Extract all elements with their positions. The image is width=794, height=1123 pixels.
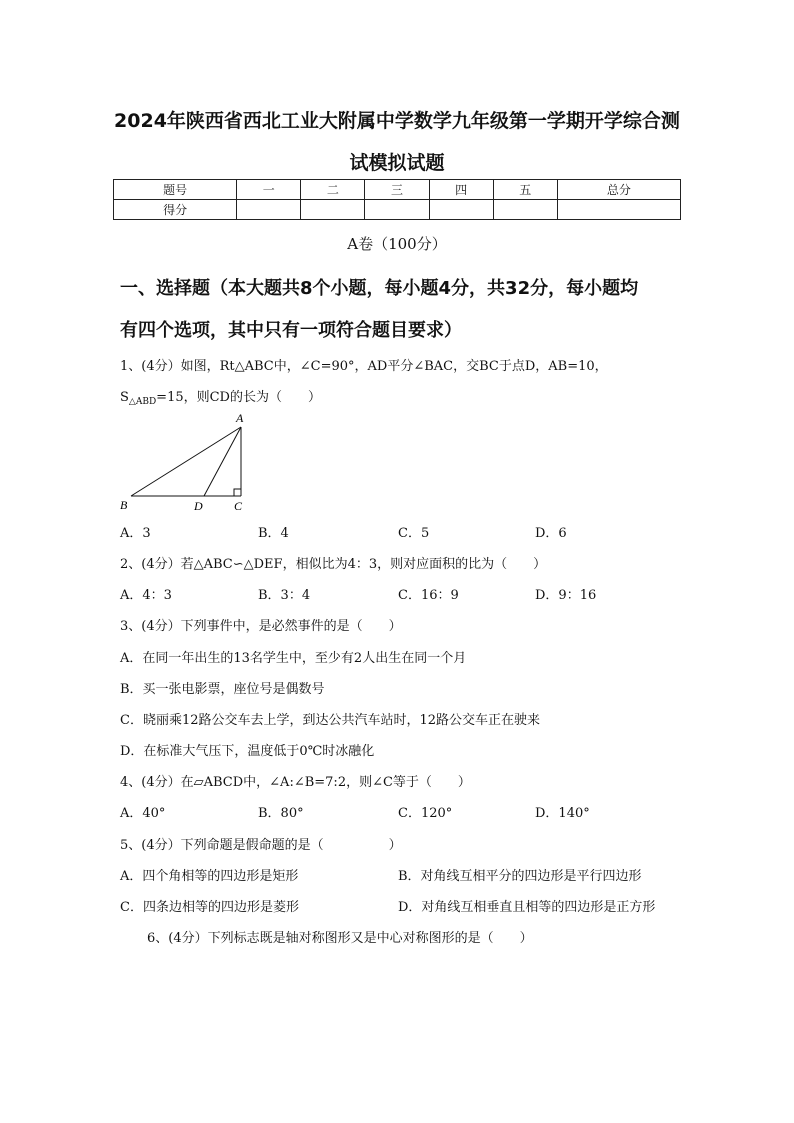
score-row-label: 得分 xyxy=(114,200,237,220)
q1-option-d[interactable]: D．6 xyxy=(535,526,567,541)
score-cell[interactable] xyxy=(365,200,429,220)
score-table xyxy=(113,179,681,220)
score-cell[interactable] xyxy=(557,200,680,220)
score-cell[interactable] xyxy=(429,200,493,220)
vertex-label-a: A xyxy=(236,411,244,425)
q5-option-b[interactable]: B．对角线互相平分的四边形是平行四边形 xyxy=(398,869,642,884)
q2-option-d[interactable]: D．9：16 xyxy=(535,588,597,603)
q5-option-a[interactable]: A．四个角相等的四边形是矩形 xyxy=(120,869,299,884)
q4-option-a[interactable]: A．40° xyxy=(120,806,166,821)
q1-area-symbol: S xyxy=(120,390,129,405)
score-cell[interactable] xyxy=(301,200,365,220)
q2-option-c[interactable]: C．16：9 xyxy=(398,588,459,603)
score-header-cell: 总分 xyxy=(557,180,680,200)
score-header-cell: 二 xyxy=(301,180,365,200)
q1-text-line2 xyxy=(120,386,321,407)
q4-option-d[interactable]: D．140° xyxy=(535,806,590,821)
q5-text: 5、(4分）下列命题是假命题的是（ ） xyxy=(120,838,402,853)
segment-ad xyxy=(204,427,241,496)
q4-option-c[interactable]: C．120° xyxy=(398,806,453,821)
vertex-label-d: D xyxy=(194,499,203,513)
q1-option-c[interactable]: C．5 xyxy=(398,526,430,541)
score-cell[interactable] xyxy=(493,200,557,220)
q2-text: 2、(4分）若△ABC∽△DEF，相似比为4：3，则对应面积的比为（ ） xyxy=(120,557,547,572)
q3-option-b[interactable]: B．买一张电影票，座位号是偶数号 xyxy=(120,682,325,697)
section-a-heading: A卷（100分） xyxy=(347,235,447,253)
q3-text: 3、(4分）下列事件中，是必然事件的是（ ） xyxy=(120,619,402,634)
score-header-cell: 一 xyxy=(237,180,301,200)
q5-option-c[interactable]: C．四条边相等的四边形是菱形 xyxy=(120,900,299,915)
q1-option-a[interactable]: A．3 xyxy=(120,526,151,541)
q3-option-d[interactable]: D．在标准大气压下，温度低于0℃时冰融化 xyxy=(120,744,375,759)
segment-ab xyxy=(131,427,241,496)
q2-option-a[interactable]: A．4：3 xyxy=(120,588,172,603)
q1-text-rest: =15，则CD的长为（ ） xyxy=(156,390,321,405)
section1-heading-line1: 一、选择题（本大题共8个小题，每小题4分，共32分，每小题均 xyxy=(120,278,639,299)
vertex-label-b: B xyxy=(120,498,128,512)
section1-heading-line2: 有四个选项，其中只有一项符合题目要求） xyxy=(120,320,462,341)
score-header-cell: 四 xyxy=(429,180,493,200)
exam-title-line1: 2024年陕西省西北工业大附属中学数学九年级第一学期开学综合测 xyxy=(114,110,680,132)
triangle-figure xyxy=(112,408,262,514)
score-header-cell: 题号 xyxy=(114,180,237,200)
score-cell[interactable] xyxy=(237,200,301,220)
vertex-label-c: C xyxy=(234,499,243,513)
score-table-score-row xyxy=(114,200,681,220)
q3-option-c[interactable]: C．晓丽乘12路公交车去上学，到达公共汽车站时，12路公交车正在驶来 xyxy=(120,713,541,728)
q5-option-d[interactable]: D．对角线互相垂直且相等的四边形是正方形 xyxy=(398,900,656,915)
exam-title-line2: 试模拟试题 xyxy=(349,152,445,174)
q1-area-subscript: △ABD xyxy=(128,397,157,407)
score-header-cell: 五 xyxy=(493,180,557,200)
q1-option-b[interactable]: B．4 xyxy=(258,526,289,541)
q2-option-b[interactable]: B．3：4 xyxy=(258,588,311,603)
q3-option-a[interactable]: A．在同一年出生的13名学生中，至少有2人出生在同一个月 xyxy=(120,651,467,666)
q1-text-line1: 1、(4分）如图，Rt△ABC中，∠C=90°，AD平分∠BAC，交BC于点D，AB=10， xyxy=(120,359,608,374)
q4-text: 4、(4分）在▱ABCD中，∠A:∠B=7:2，则∠C等于（ ） xyxy=(120,775,471,790)
q6-text: 6、(4分）下列标志既是轴对称图形又是中心对称图形的是（ ） xyxy=(147,931,533,946)
score-table-header-row xyxy=(114,180,681,200)
q4-option-b[interactable]: B．80° xyxy=(258,806,304,821)
score-header-cell: 三 xyxy=(365,180,429,200)
right-angle-mark xyxy=(234,489,241,496)
